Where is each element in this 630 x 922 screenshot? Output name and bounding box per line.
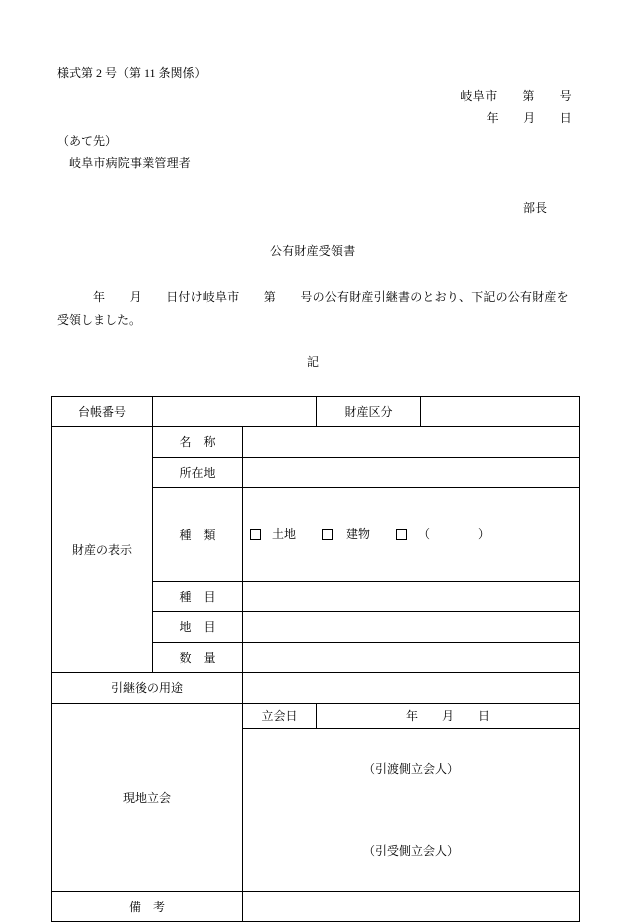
property-location-value-cell <box>243 458 580 488</box>
property-name-value-cell <box>243 427 580 458</box>
type-option-building: 建物 <box>346 527 371 541</box>
witness-cell <box>243 729 580 892</box>
checkbox-icon <box>250 529 261 540</box>
ledger-number-value-cell <box>153 397 317 427</box>
addressee-label: （あて先） <box>57 134 118 148</box>
property-name-label: 名 称 <box>153 427 243 458</box>
document-title: 公有財産受領書 <box>270 244 356 258</box>
note-mark: 記 <box>307 355 320 369</box>
item-category-value-cell <box>243 582 580 612</box>
use-after-transfer-value-cell <box>243 673 580 704</box>
quantity-value-cell <box>243 643 580 673</box>
body-text-line-2: 受領しました。 <box>57 313 142 327</box>
form-number: 様式第 2 号（第 11 条関係） <box>57 66 207 80</box>
property-category-value-cell <box>421 397 580 427</box>
remarks-value-cell <box>243 892 580 922</box>
land-category-label: 地 目 <box>153 612 243 643</box>
ledger-number-label: 台帳番号 <box>52 397 153 427</box>
checkbox-icon <box>396 529 407 540</box>
use-after-transfer-label: 引継後の用途 <box>52 673 243 704</box>
type-option-other: （ ） <box>418 527 491 541</box>
body-text-line-1: 年 月 日付け岐阜市 第 号の公有財産引継書のとおり、下記の公有財産を <box>93 290 569 304</box>
reference-number-line: 岐阜市 第 号 <box>460 89 572 103</box>
inspection-date-value: 年 月 日 <box>317 704 580 729</box>
property-display-label: 財産の表示 <box>52 427 153 673</box>
addressee: 岐阜市病院事業管理者 <box>69 156 192 170</box>
type-option-land: 土地 <box>272 527 297 541</box>
transferee-witness-label: （引受側立会人） <box>362 844 459 858</box>
onsite-inspection-label: 現地立会 <box>52 704 243 892</box>
item-category-label: 種 目 <box>153 582 243 612</box>
property-type-options-cell <box>243 488 580 582</box>
date-line: 年 月 日 <box>486 111 572 125</box>
sender-title: 部長 <box>523 201 548 215</box>
checkbox-icon <box>322 529 333 540</box>
remarks-label: 備 考 <box>52 892 243 922</box>
inspection-date-label: 立会日 <box>243 704 317 729</box>
quantity-label: 数 量 <box>153 643 243 673</box>
land-category-value-cell <box>243 612 580 643</box>
property-category-label: 財産区分 <box>317 397 421 427</box>
property-receipt-table <box>51 396 580 922</box>
transferor-witness-label: （引渡側立会人） <box>362 762 459 776</box>
property-type-label: 種 類 <box>153 488 243 582</box>
property-location-label: 所在地 <box>153 458 243 488</box>
